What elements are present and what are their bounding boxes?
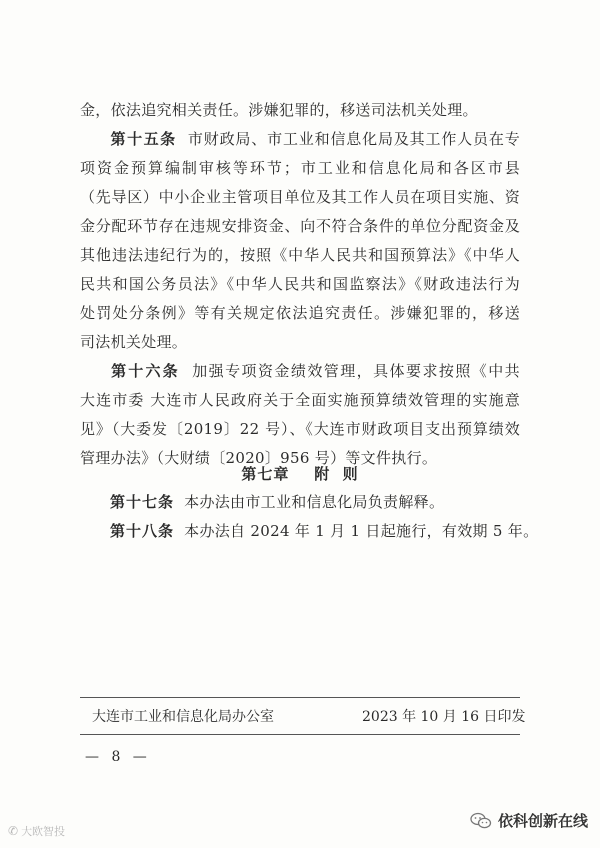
chapter-title: 附 则 bbox=[314, 465, 359, 483]
watermark-right-text: 依科创新在线 bbox=[498, 812, 589, 830]
body-line: 金，依法追究相关责任。涉嫌犯罪的，移送司法机关处理。 bbox=[80, 101, 478, 119]
article-number: 第十六条 bbox=[110, 362, 180, 380]
body-line: （先导区）中小企业主管项目单位及其工作人员在项目实施、资 bbox=[80, 188, 520, 206]
article-number: 第十七条 bbox=[110, 493, 175, 511]
watermark-left-text: 大欧智投 bbox=[21, 825, 66, 838]
body-line: 见》（大委发〔2019〕22 号）、《大连市财政项目支出预算绩效 bbox=[80, 420, 520, 438]
body-line: 第十六条 加强专项资金绩效管理，具体要求按照《中共 bbox=[110, 362, 520, 380]
body-line: 其他违法违纪行为的，按照《中华人民共和国预算法》《中华人 bbox=[80, 246, 520, 264]
wechat-icon bbox=[470, 812, 492, 830]
footer-issuer: 大连市工业和信息化局办公室 bbox=[92, 709, 274, 725]
footer-date: 2023 年 10 月 16 日印发 bbox=[362, 709, 526, 725]
body-line: 金分配环节存在违规安排资金、向不符合条件的单位分配资金及 bbox=[80, 217, 520, 235]
body-line: 民共和国公务员法》《中华人民共和国监察法》《财政违法行为 bbox=[80, 275, 520, 293]
chapter-heading bbox=[0, 463, 600, 484]
watermark-logo-icon: ✆ bbox=[8, 824, 19, 838]
article-number: 第十八条 bbox=[110, 522, 175, 540]
page-number: — 8 — bbox=[85, 749, 151, 765]
body-line: 第十五条 市财政局、市工业和信息化局及其工作人员在专 bbox=[110, 130, 520, 148]
footer-divider-bottom bbox=[80, 734, 520, 735]
body-line: 项资金预算编制审核等环节；市工业和信息化局和各区市县 bbox=[80, 159, 520, 177]
watermark-left bbox=[8, 823, 65, 839]
body-line: 管理办法》（大财绩〔2020〕956 号）等文件执行。 bbox=[80, 449, 438, 467]
body-line: 处罚处分条例》等有关规定依法追究责任。涉嫌犯罪的，移送 bbox=[80, 304, 520, 322]
footer-divider-top bbox=[80, 697, 520, 698]
body-line: 大连市委 大连市人民政府关于全面实施预算绩效管理的实施意 bbox=[80, 391, 520, 409]
body-line: 第十八条 本办法自 2024 年 1 月 1 日起施行，有效期 5 年。 bbox=[110, 522, 539, 540]
article-number: 第十五条 bbox=[110, 130, 177, 148]
watermark-right bbox=[470, 810, 588, 831]
body-line: 司法机关处理。 bbox=[80, 333, 188, 351]
chapter-label: 第七章 bbox=[241, 465, 290, 483]
body-line: 第十七条 本办法由市工业和信息化局负责解释。 bbox=[110, 493, 445, 511]
